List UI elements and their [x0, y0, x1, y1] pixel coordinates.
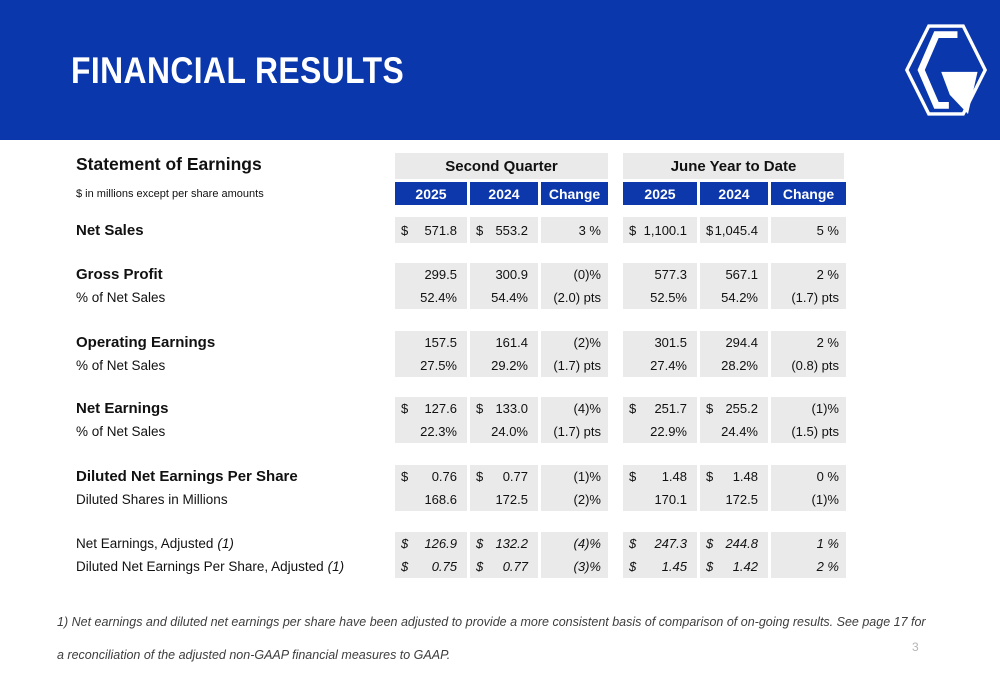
row-label: Gross Profit	[76, 266, 163, 283]
change-cell: (1.7) pts	[541, 420, 608, 443]
change-cell: (1)%	[541, 465, 608, 488]
value-cell: $ 1.45	[623, 555, 697, 578]
column-group-header-june-ytd: June Year to Date	[623, 153, 844, 179]
table-row-gross-profit	[0, 263, 1000, 309]
value-cell: $ 251.7	[623, 397, 697, 420]
value-cell: 27.4%	[623, 354, 697, 377]
value-cell: 172.5	[470, 488, 538, 511]
table-row-diluted-eps	[0, 465, 1000, 511]
table-row-operating-earnings	[0, 331, 1000, 377]
value-cell: $ 126.9	[395, 532, 467, 555]
value-cell: 22.3%	[395, 420, 467, 443]
value-cell: 28.2%	[700, 354, 768, 377]
value-cell: $ 1.42	[700, 555, 768, 578]
column-header-q-2024: 2024	[470, 182, 538, 205]
change-cell: (4)%	[541, 532, 608, 555]
value-cell: 52.4%	[395, 286, 467, 309]
value-cell: $ 1,045.4	[700, 217, 768, 243]
value-cell: $ 0.75	[395, 555, 467, 578]
column-header-ytd-change: Change	[771, 182, 846, 205]
value-cell: 54.2%	[700, 286, 768, 309]
change-cell: (1)%	[771, 488, 846, 511]
value-cell: $ 0.77	[470, 555, 538, 578]
table-row-net-sales	[0, 217, 1000, 243]
change-cell: 0 %	[771, 465, 846, 488]
change-cell: (4)%	[541, 397, 608, 420]
value-cell: 22.9%	[623, 420, 697, 443]
dollar-sign: $	[476, 401, 484, 416]
table-row-net-earnings	[0, 397, 1000, 443]
graco-logo-icon	[903, 22, 989, 118]
column-header-q-2025: 2025	[395, 182, 467, 205]
dollar-sign: $	[401, 536, 409, 551]
change-cell: (1.5) pts	[771, 420, 846, 443]
dollar-sign: $	[476, 222, 484, 238]
value-cell: 299.5	[395, 263, 467, 286]
row-label: Diluted Net Earnings Per Share, Adjusted (1)	[76, 559, 345, 574]
value-cell: 157.5	[395, 331, 467, 354]
value-cell: $ 571.8	[395, 217, 467, 243]
column-header-ytd-2024: 2024	[700, 182, 768, 205]
page-number: 3	[912, 640, 919, 654]
dollar-sign: $	[629, 559, 637, 574]
value-cell: $ 247.3	[623, 532, 697, 555]
change-cell: 5 %	[771, 217, 846, 243]
row-sublabel: % of Net Sales	[76, 358, 166, 373]
value-cell: $ 132.2	[470, 532, 538, 555]
change-cell: (0.8) pts	[771, 354, 846, 377]
dollar-sign: $	[706, 559, 714, 574]
banner	[0, 0, 1000, 140]
change-cell: 3 %	[541, 217, 608, 243]
value-cell: $ 0.77	[470, 465, 538, 488]
value-cell: $ 127.6	[395, 397, 467, 420]
value-cell: 24.0%	[470, 420, 538, 443]
change-cell: 2 %	[771, 331, 846, 354]
column-header-q-change: Change	[541, 182, 608, 205]
dollar-sign: $	[476, 559, 484, 574]
row-label: Net Earnings	[76, 400, 169, 417]
dollar-sign: $	[629, 536, 637, 551]
value-cell: 168.6	[395, 488, 467, 511]
value-cell: 301.5	[623, 331, 697, 354]
value-cell: $ 255.2	[700, 397, 768, 420]
row-label: Net Earnings, Adjusted (1)	[76, 536, 234, 551]
table-title: Statement of Earnings	[76, 154, 262, 174]
footnote-ref: (1)	[327, 559, 345, 574]
change-cell: (0)%	[541, 263, 608, 286]
column-header-row-q	[395, 182, 608, 205]
table-row-adjusted	[0, 532, 1000, 578]
change-cell: (2)%	[541, 488, 608, 511]
dollar-sign: $	[629, 401, 637, 416]
value-cell: 567.1	[700, 263, 768, 286]
dollar-sign: $	[706, 222, 714, 238]
value-cell: $ 553.2	[470, 217, 538, 243]
value-cell: 577.3	[623, 263, 697, 286]
value-cell: 52.5%	[623, 286, 697, 309]
value-cell: $ 0.76	[395, 465, 467, 488]
row-sublabel: % of Net Sales	[76, 424, 166, 439]
row-label: Operating Earnings	[76, 334, 216, 351]
row-label: Net Sales	[76, 221, 144, 239]
dollar-sign: $	[706, 469, 714, 484]
change-cell: 2 %	[771, 263, 846, 286]
change-cell: (2)%	[541, 331, 608, 354]
change-cell: (2.0) pts	[541, 286, 608, 309]
column-header-ytd-2025: 2025	[623, 182, 697, 205]
change-cell: (1)%	[771, 397, 846, 420]
value-cell: $ 1.48	[623, 465, 697, 488]
value-cell: $ 244.8	[700, 532, 768, 555]
row-sublabel: % of Net Sales	[76, 290, 166, 305]
change-cell: (1.7) pts	[771, 286, 846, 309]
footnote: 1) Net earnings and diluted net earnings per share have been adjusted to provide a more consistent basis of comparison of on-going results. See page 17 for a reconciliation of the adjusted non-GAAP financial measures to GAAP.	[57, 615, 926, 662]
table-subtitle: $ in millions except per share amounts	[76, 188, 264, 200]
dollar-sign: $	[401, 401, 409, 416]
value-cell: 170.1	[623, 488, 697, 511]
page-title: FINANCIAL RESULTS	[71, 50, 405, 91]
dollar-sign: $	[401, 469, 409, 484]
value-cell: 172.5	[700, 488, 768, 511]
dollar-sign: $	[629, 222, 637, 238]
column-header-row-ytd	[623, 182, 846, 205]
value-cell: $ 1.48	[700, 465, 768, 488]
change-cell: (3)%	[541, 555, 608, 578]
value-cell: 54.4%	[470, 286, 538, 309]
change-cell: (1.7) pts	[541, 354, 608, 377]
row-sublabel: Diluted Shares in Millions	[76, 492, 228, 507]
dollar-sign: $	[476, 536, 484, 551]
row-label: Diluted Net Earnings Per Share	[76, 468, 298, 485]
value-cell: 24.4%	[700, 420, 768, 443]
dollar-sign: $	[629, 469, 637, 484]
value-cell: 29.2%	[470, 354, 538, 377]
change-cell: 1 %	[771, 532, 846, 555]
dollar-sign: $	[476, 469, 484, 484]
change-cell: 2 %	[771, 555, 846, 578]
dollar-sign: $	[401, 222, 409, 238]
value-cell: 294.4	[700, 331, 768, 354]
dollar-sign: $	[401, 559, 409, 574]
column-group-header-second-quarter: Second Quarter	[395, 153, 608, 179]
dollar-sign: $	[706, 536, 714, 551]
value-cell: $ 1,100.1	[623, 217, 697, 243]
value-cell: 161.4	[470, 331, 538, 354]
dollar-sign: $	[706, 401, 714, 416]
value-cell: 300.9	[470, 263, 538, 286]
footnote-ref: (1)	[217, 536, 234, 551]
value-cell: 27.5%	[395, 354, 467, 377]
value-cell: $ 133.0	[470, 397, 538, 420]
